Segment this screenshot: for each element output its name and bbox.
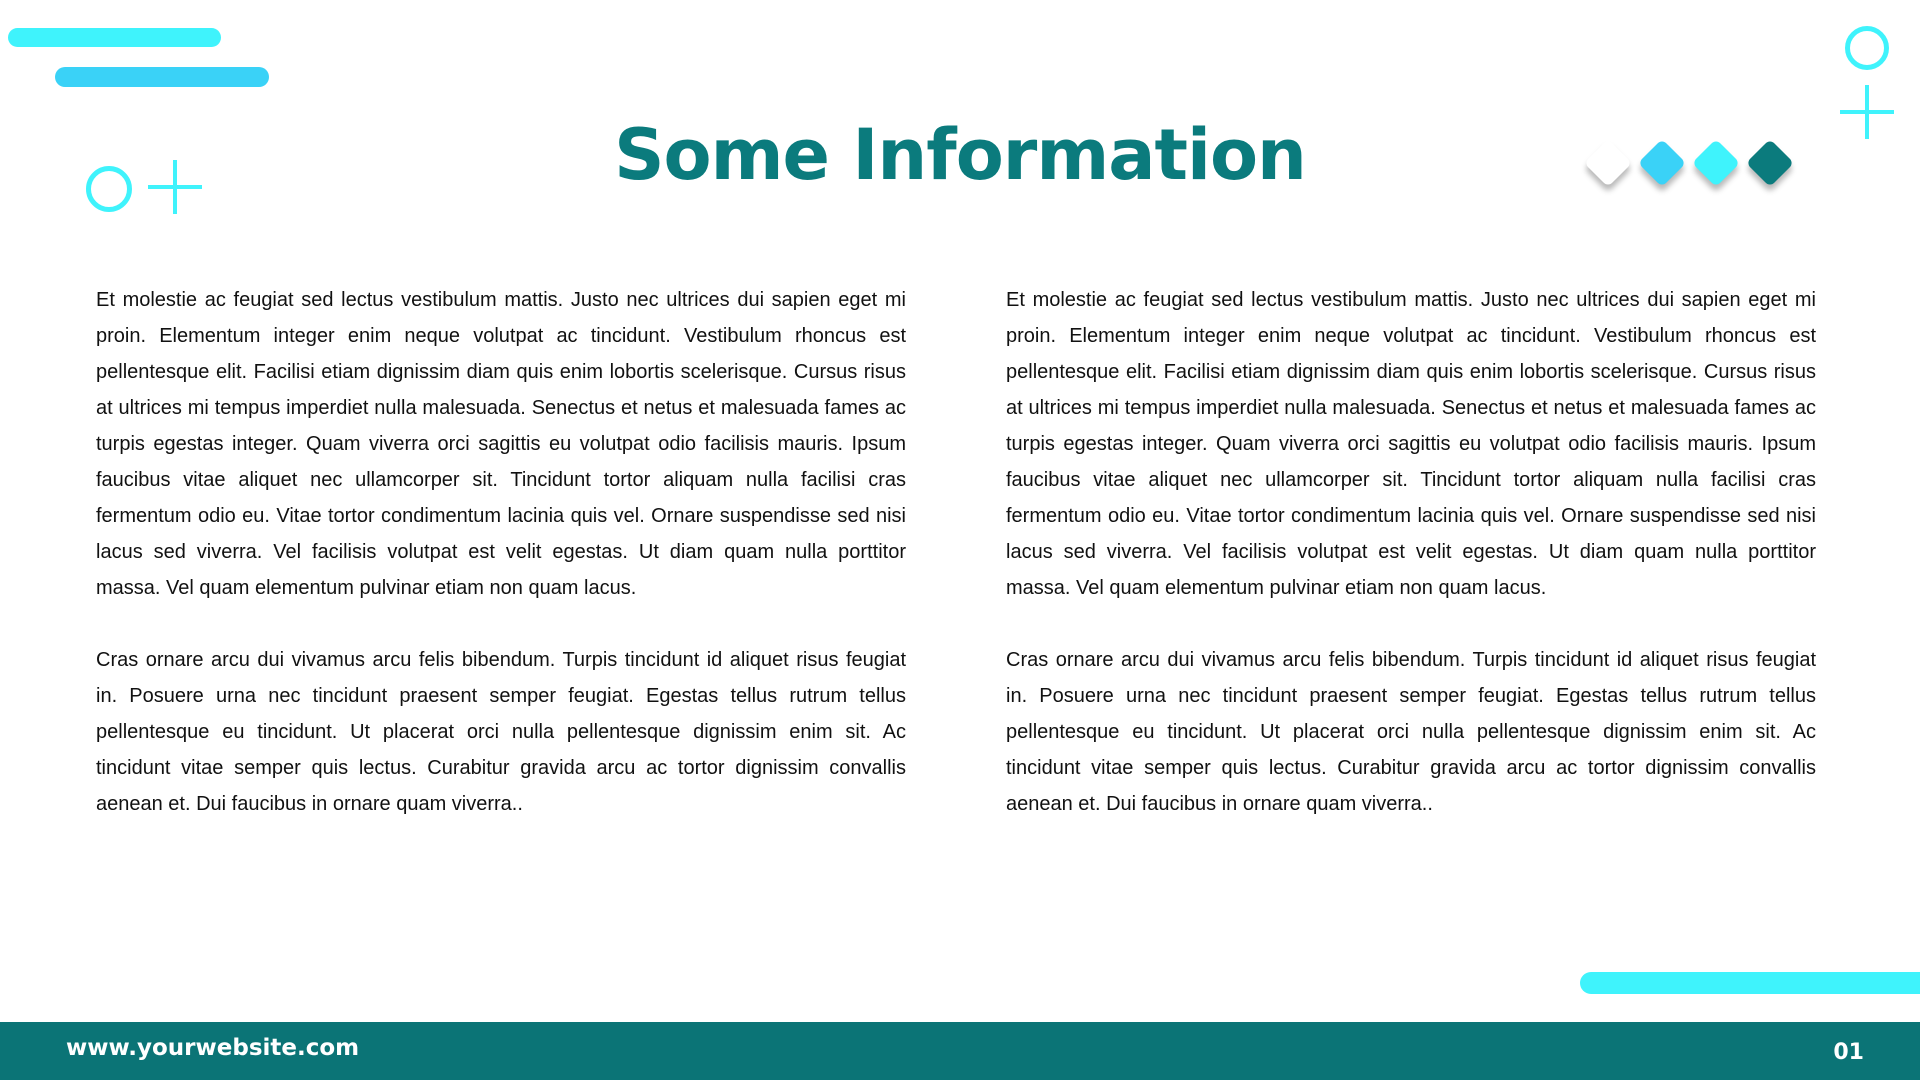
decorative-bar-bottom	[1580, 972, 1920, 994]
page-number: 01	[1833, 1040, 1864, 1065]
body-paragraph: Cras ornare arcu dui vivamus arcu felis bibendum. Turpis tincidunt id aliquet risus feugiat in. Posuere urna nec tincidunt praesent semper feugiat. Egestas tellus rutrum tellus pellentesque eu tincidunt. Ut placerat orci nulla pellentesque dignissim enim sit. Ac tincidunt vitae semper quis lectus. Curabitur gravida arcu ac tortor dignissim convallis aenean et. Dui faucibus in ornare quam viverra..	[96, 649, 906, 815]
footer	[0, 1022, 1920, 1080]
text-column-right	[1006, 282, 1816, 858]
decorative-bar-top-secondary	[55, 67, 269, 87]
body-paragraph: Cras ornare arcu dui vivamus arcu felis bibendum. Turpis tincidunt id aliquet risus feugiat in. Posuere urna nec tincidunt praesent semper feugiat. Egestas tellus rutrum tellus pellentesque eu tincidunt. Ut placerat orci nulla pellentesque dignissim enim sit. Ac tincidunt vitae semper quis lectus. Curabitur gravida arcu ac tortor dignissim convallis aenean et. Dui faucibus in ornare quam viverra..	[1006, 649, 1816, 815]
circle-icon	[1845, 26, 1889, 70]
body-paragraph: Et molestie ac feugiat sed lectus vestibulum mattis. Justo nec ultrices dui sapien eget mi proin. Elementum integer enim neque volutpat ac tincidunt. Vestibulum rhoncus est pellentesque elit. Facilisi etiam dignissim diam quis enim lobortis scelerisque. Cursus risus at ultrices mi tempus imperdiet nulla malesuada. Senectus et netus et malesuada fames ac turpis egestas integer. Quam viverra orci sagittis eu volutpat odio facilisis mauris. Ipsum faucibus vitae aliquet nec ullamcorper sit. Tincidunt tortor aliquam nulla facilisi cras fermentum odio eu. Vitae tortor condimentum lacinia quis vel. Ornare suspendisse sed nisi lacus sed viverra. Vel facilisis volutpat est velit egestas. Ut diam quam nulla porttitor massa. Vel quam elementum pulvinar etiam non quam lacus.	[96, 289, 906, 599]
body-paragraph: Et molestie ac feugiat sed lectus vestibulum mattis. Justo nec ultrices dui sapien eget mi proin. Elementum integer enim neque volutpat ac tincidunt. Vestibulum rhoncus est pellentesque elit. Facilisi etiam dignissim diam quis enim lobortis scelerisque. Cursus risus at ultrices mi tempus imperdiet nulla malesuada. Senectus et netus et malesuada fames ac turpis egestas integer. Quam viverra orci sagittis eu volutpat odio facilisis mauris. Ipsum faucibus vitae aliquet nec ullamcorper sit. Tincidunt tortor aliquam nulla facilisi cras fermentum odio eu. Vitae tortor condimentum lacinia quis vel. Ornare suspendisse sed nisi lacus sed viverra. Vel facilisis volutpat est velit egestas. Ut diam quam nulla porttitor massa. Vel quam elementum pulvinar etiam non quam lacus.	[1006, 289, 1816, 599]
website-link[interactable]: www.yourwebsite.com	[66, 1035, 360, 1061]
decorative-bar-top	[8, 28, 221, 47]
page-title: Some Information	[614, 114, 1306, 196]
text-column-left	[96, 282, 906, 858]
